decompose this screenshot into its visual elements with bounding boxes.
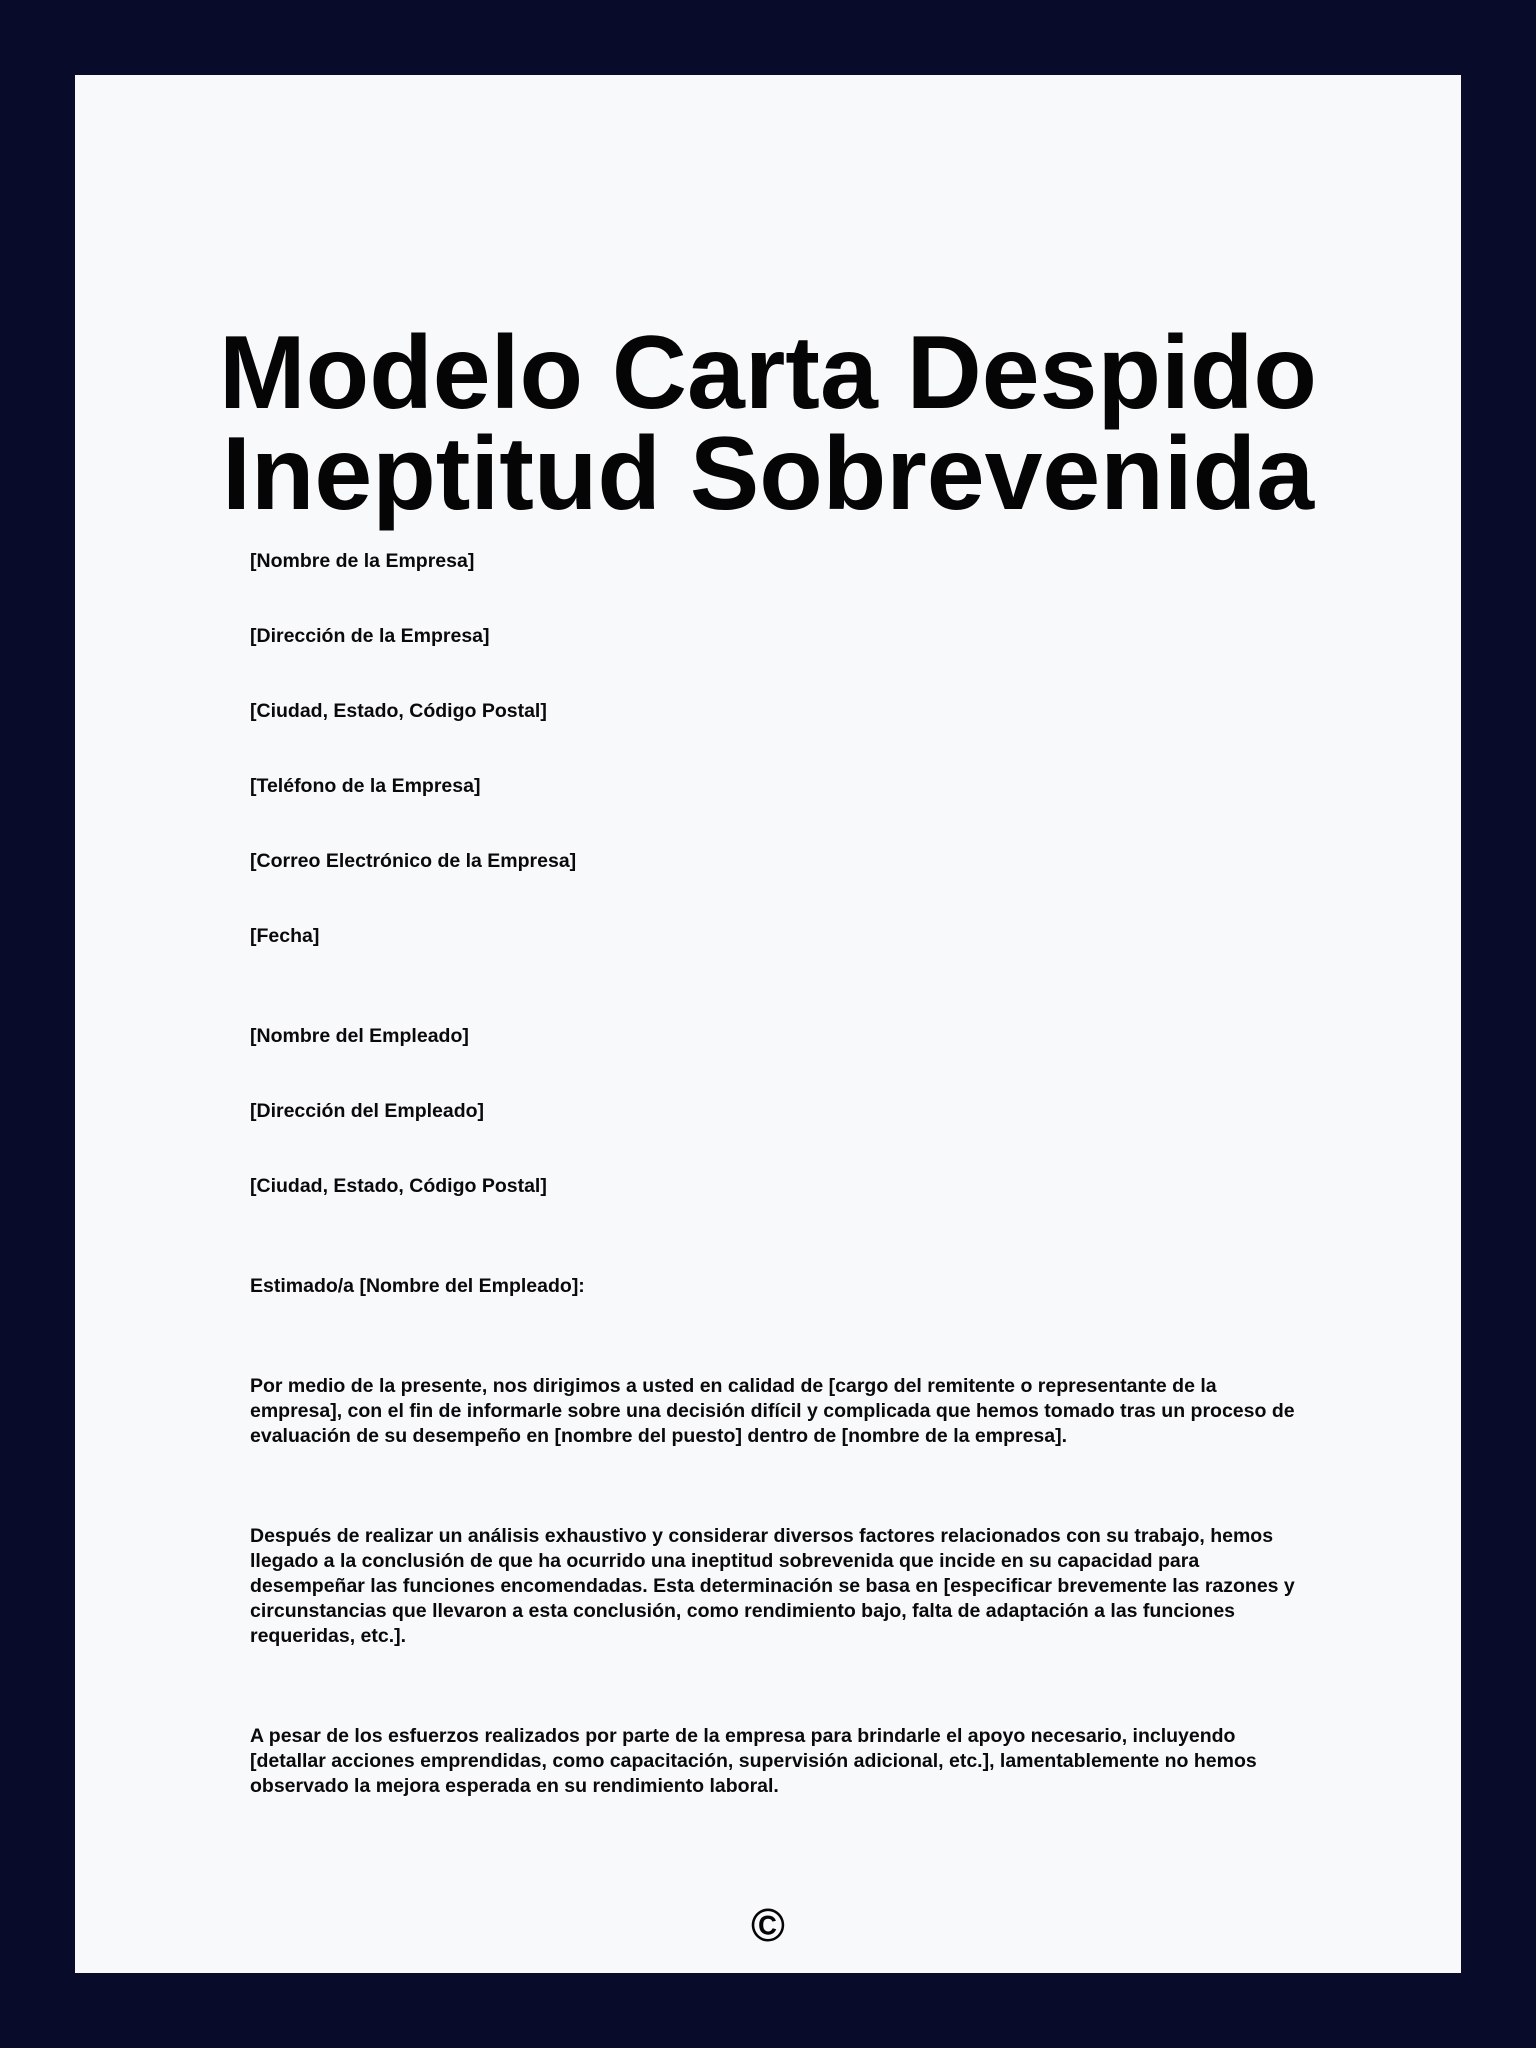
letter-paragraph-2: Después de realizar un análisis exhaustivo y considerar diversos factores relacionados con su trabajo, hemos llegado a la conclusión de que ha ocurrido una ineptitud sobrevenida que incide en su capacidad para desempeñar las funciones encomendadas. Esta determinación se basa en [especificar brevemente las razones y circunstancias que llevaron a esta conclusión, como rendimiento bajo, falta de adaptación a las funciones requeridas, etc.]. [250, 1525, 1295, 1647]
sender-city-state-zip: [Ciudad, Estado, Código Postal] [250, 700, 547, 722]
letter-paragraph-3: A pesar de los esfuerzos realizados por parte de la empresa para brindarle el apoyo necesario, incluyendo [detallar acciones emprendidas, como capacitación, supervisión adicional, etc.], lamentablemente no hemos observado la mejora esperada en su rendimiento laboral. [250, 1725, 1257, 1797]
letter-date: [Fecha] [250, 925, 320, 947]
document-page [75, 75, 1461, 1973]
recipient-city-state-zip: [Ciudad, Estado, Código Postal] [250, 1175, 547, 1197]
title-line-2: Ineptitud Sobrevenida [221, 416, 1315, 532]
copyright-symbol: © [751, 1899, 785, 1951]
recipient-name: [Nombre del Empleado] [250, 1025, 469, 1047]
title-line-1: Modelo Carta Despido [219, 315, 1317, 431]
sender-phone: [Teléfono de la Empresa] [250, 775, 481, 797]
recipient-address: [Dirección del Empleado] [250, 1100, 485, 1122]
letter-greeting: Estimado/a [Nombre del Empleado]: [250, 1275, 585, 1297]
sender-company-name: [Nombre de la Empresa] [250, 550, 475, 572]
sender-email: [Correo Electrónico de la Empresa] [250, 850, 577, 872]
letter-paragraph-1: Por medio de la presente, nos dirigimos a usted en calidad de [cargo del remitente o representante de la empresa], con el fin de informarle sobre una decisión difícil y complicada que hemos tomado tras un proceso de evaluación de su desempeño en [nombre del puesto] dentro de [nombre de la empresa]. [250, 1375, 1295, 1447]
sender-company-address: [Dirección de la Empresa] [250, 625, 490, 647]
document-title [75, 315, 1461, 532]
